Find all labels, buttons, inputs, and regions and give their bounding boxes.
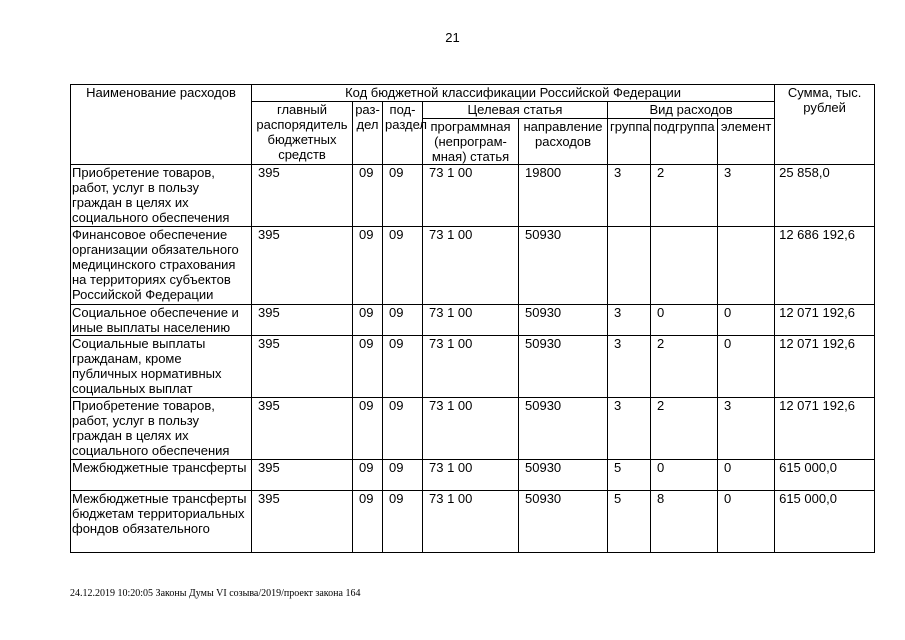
cell-manager: 395 xyxy=(252,305,353,336)
table-row xyxy=(71,336,875,398)
header-subsection: под-раздел xyxy=(383,102,423,165)
cell-direction: 50930 xyxy=(519,227,608,305)
cell-element: 0 xyxy=(718,305,775,336)
cell-subgroup: 2 xyxy=(651,336,718,398)
cell-sum: 615 000,0 xyxy=(775,491,875,553)
cell-program: 73 1 00 xyxy=(423,491,519,553)
cell-element: 0 xyxy=(718,491,775,553)
budget-table xyxy=(70,84,875,553)
cell-section: 09 xyxy=(353,491,383,553)
cell-direction: 50930 xyxy=(519,305,608,336)
cell-group: 3 xyxy=(608,305,651,336)
cell-section: 09 xyxy=(353,305,383,336)
cell-sum: 615 000,0 xyxy=(775,460,875,491)
cell-subsection: 09 xyxy=(383,165,423,227)
cell-section: 09 xyxy=(353,460,383,491)
cell-sum: 12 071 192,6 xyxy=(775,305,875,336)
cell-subsection: 09 xyxy=(383,227,423,305)
cell-name: Межбюджетные трансферты xyxy=(71,460,252,491)
cell-subgroup: 2 xyxy=(651,165,718,227)
cell-name: Социальное обеспечение и иные выплаты населению xyxy=(71,305,252,336)
header-program: программная (непрограм-мная) статья xyxy=(423,119,519,165)
header-element: элемент xyxy=(718,119,775,165)
footer-stamp: 24.12.2019 10:20:05 Законы Думы VI созыва/2019/проект закона 164 xyxy=(70,588,361,599)
cell-sum: 12 071 192,6 xyxy=(775,336,875,398)
cell-element: 3 xyxy=(718,398,775,460)
cell-element: 3 xyxy=(718,165,775,227)
page-number: 21 xyxy=(445,30,460,45)
cell-direction: 19800 xyxy=(519,165,608,227)
cell-section: 09 xyxy=(353,165,383,227)
cell-program: 73 1 00 xyxy=(423,227,519,305)
header-section: раз-дел xyxy=(353,102,383,165)
cell-section: 09 xyxy=(353,336,383,398)
cell-program: 73 1 00 xyxy=(423,305,519,336)
table-row xyxy=(71,398,875,460)
header-target-article: Целевая статья xyxy=(423,102,608,119)
table-row xyxy=(71,305,875,336)
cell-sum: 12 686 192,6 xyxy=(775,227,875,305)
cell-direction: 50930 xyxy=(519,491,608,553)
cell-subsection: 09 xyxy=(383,460,423,491)
cell-subsection: 09 xyxy=(383,336,423,398)
cell-subsection: 09 xyxy=(383,305,423,336)
header-direction: направление расходов xyxy=(519,119,608,165)
header-main-manager: главный распорядитель бюджетных средств xyxy=(252,102,353,165)
cell-group: 5 xyxy=(608,491,651,553)
cell-name: Финансовое обеспечение организации обязательного медицинского страхования на территориях субъектов Российской Федерации xyxy=(71,227,252,305)
cell-group: 3 xyxy=(608,336,651,398)
cell-direction: 50930 xyxy=(519,398,608,460)
table-row xyxy=(71,227,875,305)
cell-element xyxy=(718,227,775,305)
cell-section: 09 xyxy=(353,398,383,460)
cell-name: Межбюджетные трансферты бюджетам территориальных фондов обязательного xyxy=(71,491,252,553)
cell-manager: 395 xyxy=(252,336,353,398)
cell-subgroup: 0 xyxy=(651,305,718,336)
cell-group: 5 xyxy=(608,460,651,491)
cell-manager: 395 xyxy=(252,227,353,305)
cell-program: 73 1 00 xyxy=(423,336,519,398)
header-expense-type: Вид расходов xyxy=(608,102,775,119)
header-name: Наименование расходов xyxy=(71,85,252,165)
cell-manager: 395 xyxy=(252,460,353,491)
cell-subsection: 09 xyxy=(383,491,423,553)
cell-program: 73 1 00 xyxy=(423,398,519,460)
cell-element: 0 xyxy=(718,460,775,491)
header-sum: Сумма, тыс. рублей xyxy=(775,85,875,165)
cell-element: 0 xyxy=(718,336,775,398)
table-row xyxy=(71,460,875,491)
cell-direction: 50930 xyxy=(519,336,608,398)
table-row xyxy=(71,165,875,227)
cell-subgroup: 2 xyxy=(651,398,718,460)
cell-section: 09 xyxy=(353,227,383,305)
cell-group: 3 xyxy=(608,165,651,227)
cell-sum: 12 071 192,6 xyxy=(775,398,875,460)
cell-program: 73 1 00 xyxy=(423,165,519,227)
cell-subgroup xyxy=(651,227,718,305)
cell-name: Приобретение товаров, работ, услуг в пользу граждан в целях их социального обеспечения xyxy=(71,398,252,460)
header-subgroup: подгруппа xyxy=(651,119,718,165)
cell-manager: 395 xyxy=(252,491,353,553)
cell-name: Социальные выплаты гражданам, кроме публичных нормативных социальных выплат xyxy=(71,336,252,398)
cell-sum: 25 858,0 xyxy=(775,165,875,227)
header-group: группа xyxy=(608,119,651,165)
cell-name: Приобретение товаров, работ, услуг в пользу граждан в целях их социального обеспечения xyxy=(71,165,252,227)
cell-direction: 50930 xyxy=(519,460,608,491)
cell-subgroup: 8 xyxy=(651,491,718,553)
cell-manager: 395 xyxy=(252,165,353,227)
header-code-group: Код бюджетной классификации Российской Федерации xyxy=(252,85,775,102)
cell-manager: 395 xyxy=(252,398,353,460)
table-row xyxy=(71,491,875,553)
cell-program: 73 1 00 xyxy=(423,460,519,491)
cell-subsection: 09 xyxy=(383,398,423,460)
cell-group: 3 xyxy=(608,398,651,460)
cell-group xyxy=(608,227,651,305)
cell-subgroup: 0 xyxy=(651,460,718,491)
